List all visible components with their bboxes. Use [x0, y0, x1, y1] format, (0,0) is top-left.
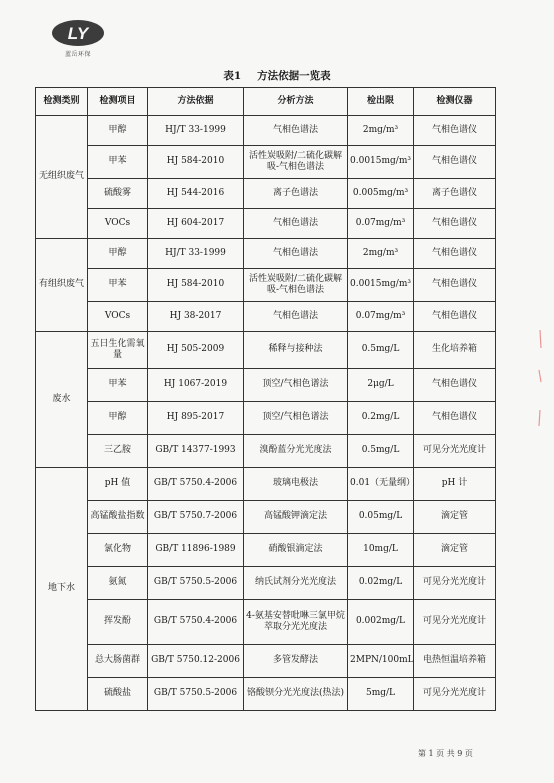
- method-cell: 气相色谱法: [244, 239, 348, 269]
- item-cell: pH 值: [88, 468, 148, 501]
- item-cell: 甲苯: [88, 269, 148, 302]
- method-cell: 4-氨基安替吡啉三氯甲烷萃取分光光度法: [244, 600, 348, 645]
- item-cell: 甲醇: [88, 239, 148, 269]
- item-cell: 甲醇: [88, 402, 148, 435]
- instrument-cell: 气相色谱仪: [414, 146, 496, 179]
- limit-cell: 0.0015mg/m³: [348, 269, 414, 302]
- company-logo: [50, 18, 106, 64]
- standard-cell: HJ 584-2010: [148, 269, 244, 302]
- instrument-cell: pH 计: [414, 468, 496, 501]
- item-cell: 三乙胺: [88, 435, 148, 468]
- limit-cell: 0.07mg/m³: [348, 209, 414, 239]
- instrument-cell: 离子色谱仪: [414, 179, 496, 209]
- limit-cell: 2MPN/100mL: [348, 645, 414, 678]
- method-cell: 稀释与接种法: [244, 332, 348, 369]
- table-row: [36, 302, 496, 332]
- instrument-cell: 气相色谱仪: [414, 239, 496, 269]
- table-row: [36, 369, 496, 402]
- item-cell: VOCs: [88, 302, 148, 332]
- table-row: [36, 468, 496, 501]
- col-header-item: 检测项目: [88, 88, 148, 116]
- standard-cell: GB/T 14377-1993: [148, 435, 244, 468]
- method-cell: 气相色谱法: [244, 302, 348, 332]
- col-header-standard: 方法依据: [148, 88, 244, 116]
- limit-cell: 10mg/L: [348, 534, 414, 567]
- standard-cell: GB/T 5750.12-2006: [148, 645, 244, 678]
- table-row: [36, 678, 496, 711]
- item-cell: 甲醇: [88, 116, 148, 146]
- table-row: [36, 269, 496, 302]
- limit-cell: 0.07mg/m³: [348, 302, 414, 332]
- limit-cell: 2μg/L: [348, 369, 414, 402]
- item-cell: 硫酸盐: [88, 678, 148, 711]
- table-row: [36, 146, 496, 179]
- limit-cell: 0.5mg/L: [348, 435, 414, 468]
- instrument-cell: 滴定管: [414, 501, 496, 534]
- table-row: [36, 600, 496, 645]
- table-row: [36, 567, 496, 600]
- instrument-cell: 气相色谱仪: [414, 116, 496, 146]
- limit-cell: 0.05mg/L: [348, 501, 414, 534]
- instrument-cell: 可见分光光度计: [414, 435, 496, 468]
- instrument-cell: 生化培养箱: [414, 332, 496, 369]
- method-cell: 硝酸银滴定法: [244, 534, 348, 567]
- item-cell: 氯化物: [88, 534, 148, 567]
- method-cell: 活性炭吸附/二硫化碳解吸-气相色谱法: [244, 269, 348, 302]
- logo-caption: 蓝岳环保: [64, 51, 91, 58]
- method-cell: 离子色谱法: [244, 179, 348, 209]
- limit-cell: 0.002mg/L: [348, 600, 414, 645]
- col-header-method: 分析方法: [244, 88, 348, 116]
- standard-cell: GB/T 5750.5-2006: [148, 678, 244, 711]
- svg-text:LY: LY: [67, 24, 89, 43]
- method-cell: 活性炭吸附/二硫化碳解吸-气相色谱法: [244, 146, 348, 179]
- instrument-cell: 气相色谱仪: [414, 302, 496, 332]
- standard-cell: HJ/T 33-1999: [148, 239, 244, 269]
- standard-cell: HJ 1067-2019: [148, 369, 244, 402]
- standard-cell: HJ 895-2017: [148, 402, 244, 435]
- category-cell: 废水: [36, 332, 88, 468]
- instrument-cell: 可见分光光度计: [414, 567, 496, 600]
- method-cell: 铬酸钡分光光度法(热法): [244, 678, 348, 711]
- method-cell: 高锰酸钾滴定法: [244, 501, 348, 534]
- method-cell: 气相色谱法: [244, 209, 348, 239]
- item-cell: VOCs: [88, 209, 148, 239]
- table-row: [36, 209, 496, 239]
- standard-cell: HJ/T 33-1999: [148, 116, 244, 146]
- limit-cell: 0.01（无量纲）: [348, 468, 414, 501]
- standard-cell: HJ 38-2017: [148, 302, 244, 332]
- limit-cell: 2mg/m³: [348, 116, 414, 146]
- standard-cell: GB/T 5750.5-2006: [148, 567, 244, 600]
- item-cell: 高锰酸盐指数: [88, 501, 148, 534]
- instrument-cell: 气相色谱仪: [414, 402, 496, 435]
- instrument-cell: 电热恒温培养箱: [414, 645, 496, 678]
- stamp-edge-mark: [537, 330, 543, 430]
- method-cell: 纳氏试剂分光光度法: [244, 567, 348, 600]
- table-row: [36, 645, 496, 678]
- table-row: [36, 501, 496, 534]
- table-number: 表1: [223, 70, 242, 82]
- item-cell: 甲苯: [88, 146, 148, 179]
- method-cell: 顶空/气相色谱法: [244, 402, 348, 435]
- standard-cell: HJ 505-2009: [148, 332, 244, 369]
- item-cell: 总大肠菌群: [88, 645, 148, 678]
- table-row: [36, 179, 496, 209]
- table-row: [36, 332, 496, 369]
- standard-cell: HJ 604-2017: [148, 209, 244, 239]
- ly-logo-icon: [50, 18, 106, 48]
- item-cell: 氨氮: [88, 567, 148, 600]
- limit-cell: 0.5mg/L: [348, 332, 414, 369]
- limit-cell: 0.0015mg/m³: [348, 146, 414, 179]
- item-cell: 五日生化需氧量: [88, 332, 148, 369]
- instrument-cell: 可见分光光度计: [414, 600, 496, 645]
- limit-cell: 0.2mg/L: [348, 402, 414, 435]
- category-cell: 地下水: [36, 468, 88, 711]
- table-title: 方法依据一览表: [257, 70, 331, 82]
- instrument-cell: 可见分光光度计: [414, 678, 496, 711]
- table-row: [36, 435, 496, 468]
- method-cell: 溴酚蓝分光光度法: [244, 435, 348, 468]
- method-table: [35, 87, 496, 711]
- standard-cell: GB/T 11896-1989: [148, 534, 244, 567]
- table-caption: [0, 68, 554, 83]
- item-cell: 硫酸雾: [88, 179, 148, 209]
- col-header-instrument: 检测仪器: [414, 88, 496, 116]
- table-row: [36, 534, 496, 567]
- category-cell: 无组织废气: [36, 116, 88, 239]
- col-header-limit: 检出限: [348, 88, 414, 116]
- method-cell: 玻璃电极法: [244, 468, 348, 501]
- limit-cell: 5mg/L: [348, 678, 414, 711]
- table-row: [36, 239, 496, 269]
- table-header-row: [36, 88, 496, 116]
- table-row: [36, 402, 496, 435]
- standard-cell: GB/T 5750.4-2006: [148, 468, 244, 501]
- method-cell: 顶空/气相色谱法: [244, 369, 348, 402]
- instrument-cell: 气相色谱仪: [414, 209, 496, 239]
- item-cell: 挥发酚: [88, 600, 148, 645]
- page-footer: 第 1 页 共 9 页: [418, 749, 473, 758]
- method-cell: 多管发酵法: [244, 645, 348, 678]
- instrument-cell: 气相色谱仪: [414, 369, 496, 402]
- standard-cell: HJ 584-2010: [148, 146, 244, 179]
- standard-cell: GB/T 5750.7-2006: [148, 501, 244, 534]
- limit-cell: 0.005mg/m³: [348, 179, 414, 209]
- instrument-cell: 滴定管: [414, 534, 496, 567]
- method-cell: 气相色谱法: [244, 116, 348, 146]
- table-row: [36, 116, 496, 146]
- item-cell: 甲苯: [88, 369, 148, 402]
- instrument-cell: 气相色谱仪: [414, 269, 496, 302]
- category-cell: 有组织废气: [36, 239, 88, 332]
- limit-cell: 2mg/m³: [348, 239, 414, 269]
- standard-cell: HJ 544-2016: [148, 179, 244, 209]
- standard-cell: GB/T 5750.4-2006: [148, 600, 244, 645]
- limit-cell: 0.02mg/L: [348, 567, 414, 600]
- col-header-category: 检测类别: [36, 88, 88, 116]
